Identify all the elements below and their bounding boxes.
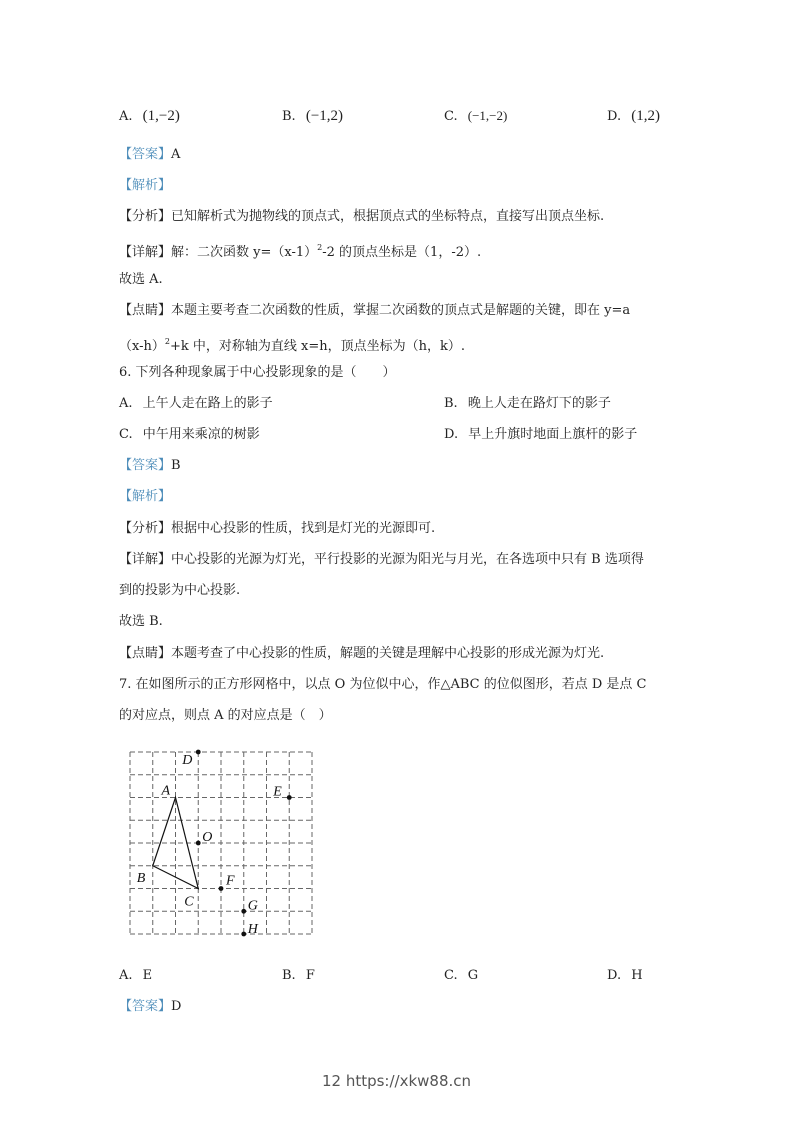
q6-stem	[119, 365, 396, 381]
square-grid-diagram	[120, 740, 320, 945]
dianjing-tag: 【点睛】	[119, 646, 172, 661]
superscript: 2	[164, 337, 170, 346]
q7-option-d	[607, 968, 643, 984]
point-label-f: F	[226, 873, 235, 889]
q7-grid-figure	[120, 740, 320, 949]
option-letter: C.	[444, 968, 458, 983]
point-label-o: O	[202, 830, 213, 845]
option-letter: B.	[444, 396, 458, 411]
dianjing-text: （x-h）	[119, 339, 165, 354]
xiangjie-tag: 【详解】	[119, 552, 172, 567]
answer-tag: 【答案】	[119, 458, 172, 473]
superscript: 2	[317, 243, 323, 252]
point-label-e: E	[273, 784, 282, 800]
question-stem: 7. 在如图所示的正方形网格中，以点 O 为位似中心，作△ABC 的位似图形，若点 D 是点 C	[119, 677, 647, 692]
dianjing-text: 本题主要考查二次函数的性质，掌握二次函数的顶点式是解题的关键，即在 y=a	[171, 303, 631, 318]
q5-option-a	[119, 108, 180, 125]
dianjing-text: 本题考查了中心投影的性质，解题的关键是理解中心投影的形成光源为灯光.	[171, 646, 605, 661]
point-f-dot	[219, 886, 224, 891]
question-stem: 的对应点，则点 A 的对应点是（ ）	[119, 708, 332, 723]
q6-option-a	[119, 396, 273, 412]
q6-answer	[119, 458, 181, 474]
option-value: 中午用来乘凉的树影	[142, 427, 260, 442]
q5-option-c	[444, 108, 507, 125]
option-value: (−1,2)	[305, 108, 344, 124]
answer-value: B	[171, 458, 181, 473]
option-value: G	[467, 968, 479, 983]
q7-option-a	[119, 968, 152, 984]
q5-analysis-heading	[119, 178, 171, 194]
q5-dianjing-cont	[119, 334, 465, 355]
option-value: F	[305, 968, 315, 983]
option-value: E	[142, 968, 153, 983]
q5-conclusion	[119, 272, 163, 288]
page-footer	[0, 1072, 793, 1090]
option-letter: C.	[444, 109, 458, 124]
dianjing-tag: 【点睛】	[119, 303, 172, 318]
analysis-tag: 【解析】	[119, 489, 172, 504]
xiangjie-text-tail: -2 的顶点坐标是（1，-2）.	[322, 245, 482, 260]
q6-conclusion	[119, 614, 163, 630]
dianjing-text-tail: +k 中，对称轴为直线 x=h，顶点坐标为（h，k）.	[169, 339, 465, 354]
point-label-b: B	[136, 870, 146, 886]
q7-stem	[119, 677, 646, 693]
answer-value: A	[171, 147, 181, 162]
option-value: 早上升旗时地面上旗杆的影子	[468, 427, 638, 442]
q5-option-d	[607, 108, 660, 125]
page-number: 12	[321, 1072, 342, 1090]
point-e-dot	[287, 795, 292, 800]
fenxi-tag: 【分析】	[119, 521, 172, 536]
point-label-d: D	[182, 753, 193, 768]
option-letter: A.	[119, 109, 133, 124]
q5-option-b	[282, 108, 343, 125]
point-label-a: A	[161, 783, 171, 799]
q5-answer	[119, 147, 180, 163]
q6-dianjing	[119, 646, 604, 662]
point-h-dot	[241, 932, 246, 937]
analysis-tag: 【解析】	[119, 178, 172, 193]
option-value: H	[631, 968, 643, 983]
xiangjie-text: 到的投影为中心投影.	[119, 583, 241, 598]
option-value: 晚上人走在路灯下的影子	[467, 396, 611, 411]
option-value: 上午人走在路上的影子	[142, 396, 273, 411]
point-label-h: H	[247, 922, 258, 937]
q5-xiangjie	[119, 240, 481, 261]
q6-analysis-heading	[119, 489, 171, 505]
q6-xiangjie	[119, 552, 644, 568]
option-value: (1,2)	[631, 108, 660, 124]
q5-dianjing	[119, 303, 630, 319]
option-value: (1,−2)	[142, 108, 180, 124]
answer-tag: 【答案】	[119, 999, 172, 1014]
point-o-dot	[196, 841, 201, 846]
option-letter: D.	[607, 968, 622, 983]
option-letter: A.	[119, 396, 133, 411]
q6-option-b	[444, 396, 611, 412]
option-letter: B.	[282, 109, 296, 124]
q7-option-c	[444, 968, 478, 984]
q6-option-c	[119, 427, 260, 443]
q6-fenxi	[119, 521, 435, 537]
site-link[interactable]: https://xkw88.cn	[345, 1072, 472, 1090]
conclusion-text: 故选 B.	[119, 614, 163, 629]
xiangjie-text: 中心投影的光源为灯光，平行投影的光源为阳光与月光，在各选项中只有 B 选项得	[171, 552, 644, 567]
conclusion-text: 故选 A.	[119, 272, 163, 287]
fenxi-text: 根据中心投影的性质，找到是灯光的光源即可.	[171, 521, 436, 536]
point-label-c: C	[184, 894, 194, 910]
option-letter: D.	[607, 109, 622, 124]
xiangjie-tag: 【详解】	[119, 245, 172, 260]
point-label-g: G	[247, 898, 258, 914]
question-stem: 6. 下列各种现象属于中心投影现象的是（ ）	[119, 365, 396, 380]
point-g-dot	[241, 909, 246, 914]
answer-value: D	[171, 999, 182, 1014]
option-value: (−1,−2)	[467, 108, 508, 123]
q5-fenxi	[119, 209, 604, 225]
fenxi-tag: 【分析】	[119, 209, 172, 224]
q6-xiangjie-cont	[119, 583, 240, 599]
q7-option-b	[282, 968, 315, 984]
option-letter: A.	[119, 968, 133, 983]
xiangjie-text: 解：二次函数 y=（x-1）	[171, 245, 318, 260]
q6-option-d	[444, 427, 637, 443]
option-letter: C.	[119, 427, 133, 442]
answer-tag: 【答案】	[119, 147, 172, 162]
option-letter: D.	[444, 427, 459, 442]
q7-answer	[119, 999, 181, 1015]
option-letter: B.	[282, 968, 296, 983]
q7-stem-cont	[119, 708, 332, 724]
point-d-dot	[196, 750, 201, 755]
fenxi-text: 已知解析式为抛物线的顶点式，根据顶点式的坐标特点，直接写出顶点坐标.	[171, 209, 605, 224]
